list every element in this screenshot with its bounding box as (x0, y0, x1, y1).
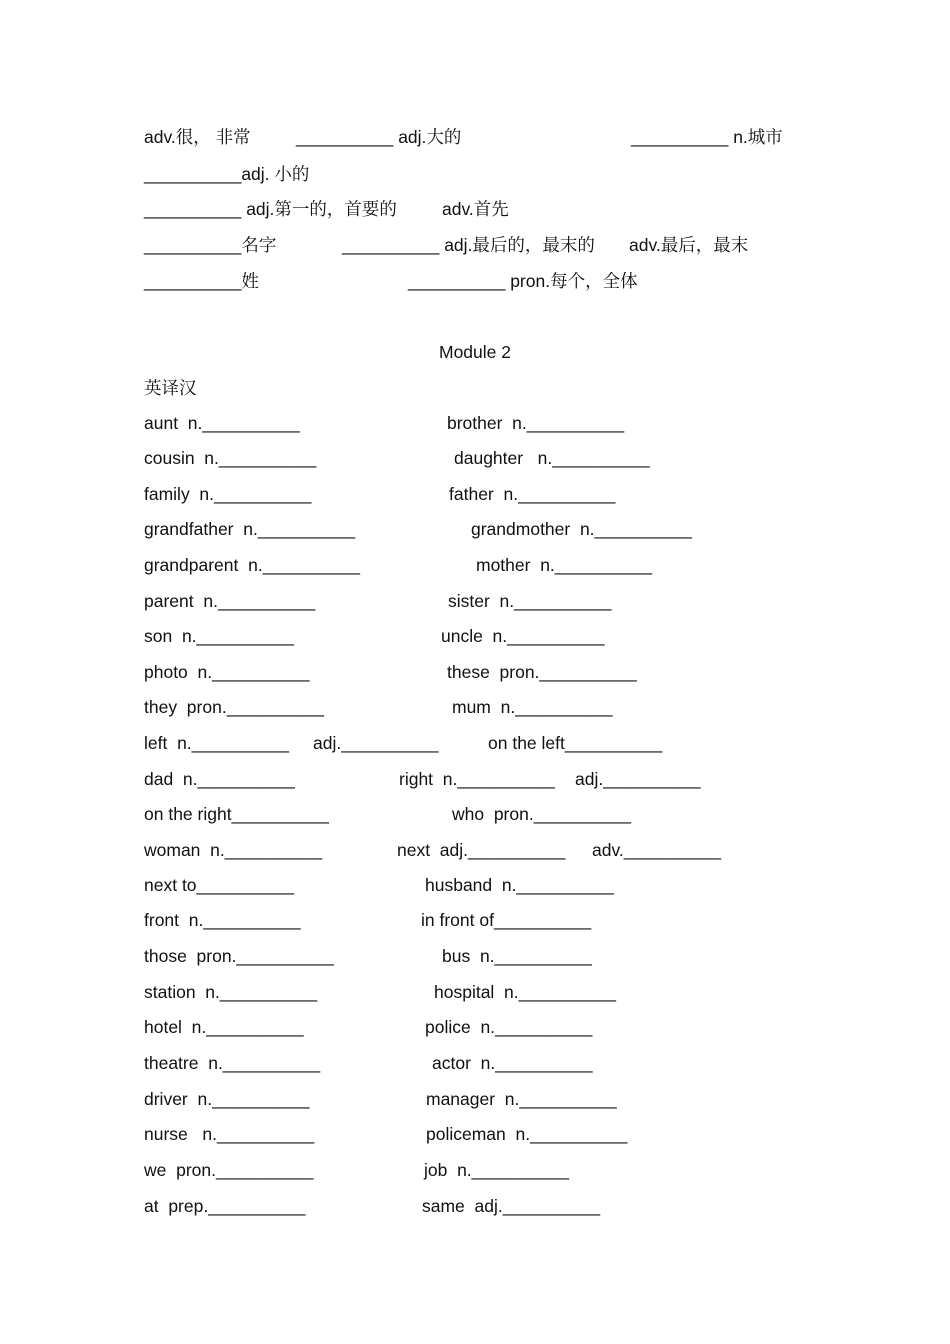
vocab-item: husband n.__________ (425, 875, 614, 895)
vocab-item: these pron.__________ (447, 662, 637, 682)
vocab-item: actor n.__________ (432, 1053, 593, 1073)
vocab-item: __________名字 (144, 235, 277, 255)
vocab-item: theatre n.__________ (144, 1053, 321, 1073)
vocab-item: manager n.__________ (426, 1089, 617, 1109)
vocab-item: __________ pron.每个，全体 (408, 271, 638, 291)
vocab-item: hotel n.__________ (144, 1017, 304, 1037)
vocab-item: __________ adj.第一的，首要的 (144, 199, 397, 219)
vocab-item: driver n.__________ (144, 1089, 310, 1109)
vocab-item: grandfather n.__________ (144, 519, 356, 539)
vocab-item: dad n.__________ (144, 769, 295, 789)
vocab-item: those pron.__________ (144, 946, 334, 966)
vocab-item: adv.很， 非常 (144, 127, 251, 147)
vocab-item: daughter n.__________ (454, 448, 650, 468)
vocab-item: parent n.__________ (144, 591, 316, 611)
vocab-item: grandmother n.__________ (471, 519, 692, 539)
vocab-item: next to__________ (144, 875, 294, 895)
vocab-item: father n.__________ (449, 484, 616, 504)
vocab-item: hospital n.__________ (434, 982, 616, 1002)
vocab-item: __________adj. 小的 (144, 164, 310, 184)
vocab-item: mother n.__________ (476, 555, 653, 575)
vocab-item: uncle n.__________ (441, 626, 605, 646)
vocab-item: adv.首先 (442, 199, 509, 219)
vocab-item: sister n.__________ (448, 591, 612, 611)
vocab-item: who pron.__________ (452, 804, 632, 824)
vocab-item: nurse n.__________ (144, 1124, 315, 1144)
vocab-item: family n.__________ (144, 484, 312, 504)
vocab-item: son n.__________ (144, 626, 294, 646)
vocab-item: we pron.__________ (144, 1160, 314, 1180)
vocab-item: mum n.__________ (452, 697, 613, 717)
module-title: Module 2 (439, 342, 511, 362)
section-label: 英译汉 (144, 378, 197, 398)
vocab-item: adv.最后，最末 (629, 235, 749, 255)
vocab-item: police n.__________ (425, 1017, 593, 1037)
vocab-item: adj.__________ (313, 733, 439, 753)
vocab-item: __________姓 (144, 271, 259, 291)
vocab-item: photo n.__________ (144, 662, 310, 682)
vocab-item: on the left__________ (488, 733, 663, 753)
vocab-item: bus n.__________ (442, 946, 592, 966)
vocab-item: __________ adj.大的 (296, 127, 462, 147)
vocab-item: same adj.__________ (422, 1196, 601, 1216)
vocab-item: adj.__________ (575, 769, 701, 789)
vocab-item: __________ adj.最后的，最末的 (342, 235, 595, 255)
vocab-item: station n.__________ (144, 982, 318, 1002)
vocab-item: cousin n.__________ (144, 448, 317, 468)
vocab-item: next adj.__________ (397, 840, 566, 860)
vocab-item: aunt n.__________ (144, 413, 300, 433)
vocab-item: job n.__________ (424, 1160, 569, 1180)
vocab-item: at prep.__________ (144, 1196, 306, 1216)
vocab-item: left n.__________ (144, 733, 289, 753)
vocab-item: grandparent n.__________ (144, 555, 361, 575)
vocab-item: brother n.__________ (447, 413, 625, 433)
vocab-item: woman n.__________ (144, 840, 323, 860)
vocab-item: front n.__________ (144, 910, 301, 930)
vocab-item: __________ n.城市 (631, 127, 783, 147)
vocab-item: adv.__________ (592, 840, 722, 860)
vocab-item: they pron.__________ (144, 697, 325, 717)
vocab-item: right n.__________ (399, 769, 555, 789)
vocab-item: policeman n.__________ (426, 1124, 628, 1144)
vocab-item: on the right__________ (144, 804, 329, 824)
vocab-item: in front of__________ (421, 910, 592, 930)
